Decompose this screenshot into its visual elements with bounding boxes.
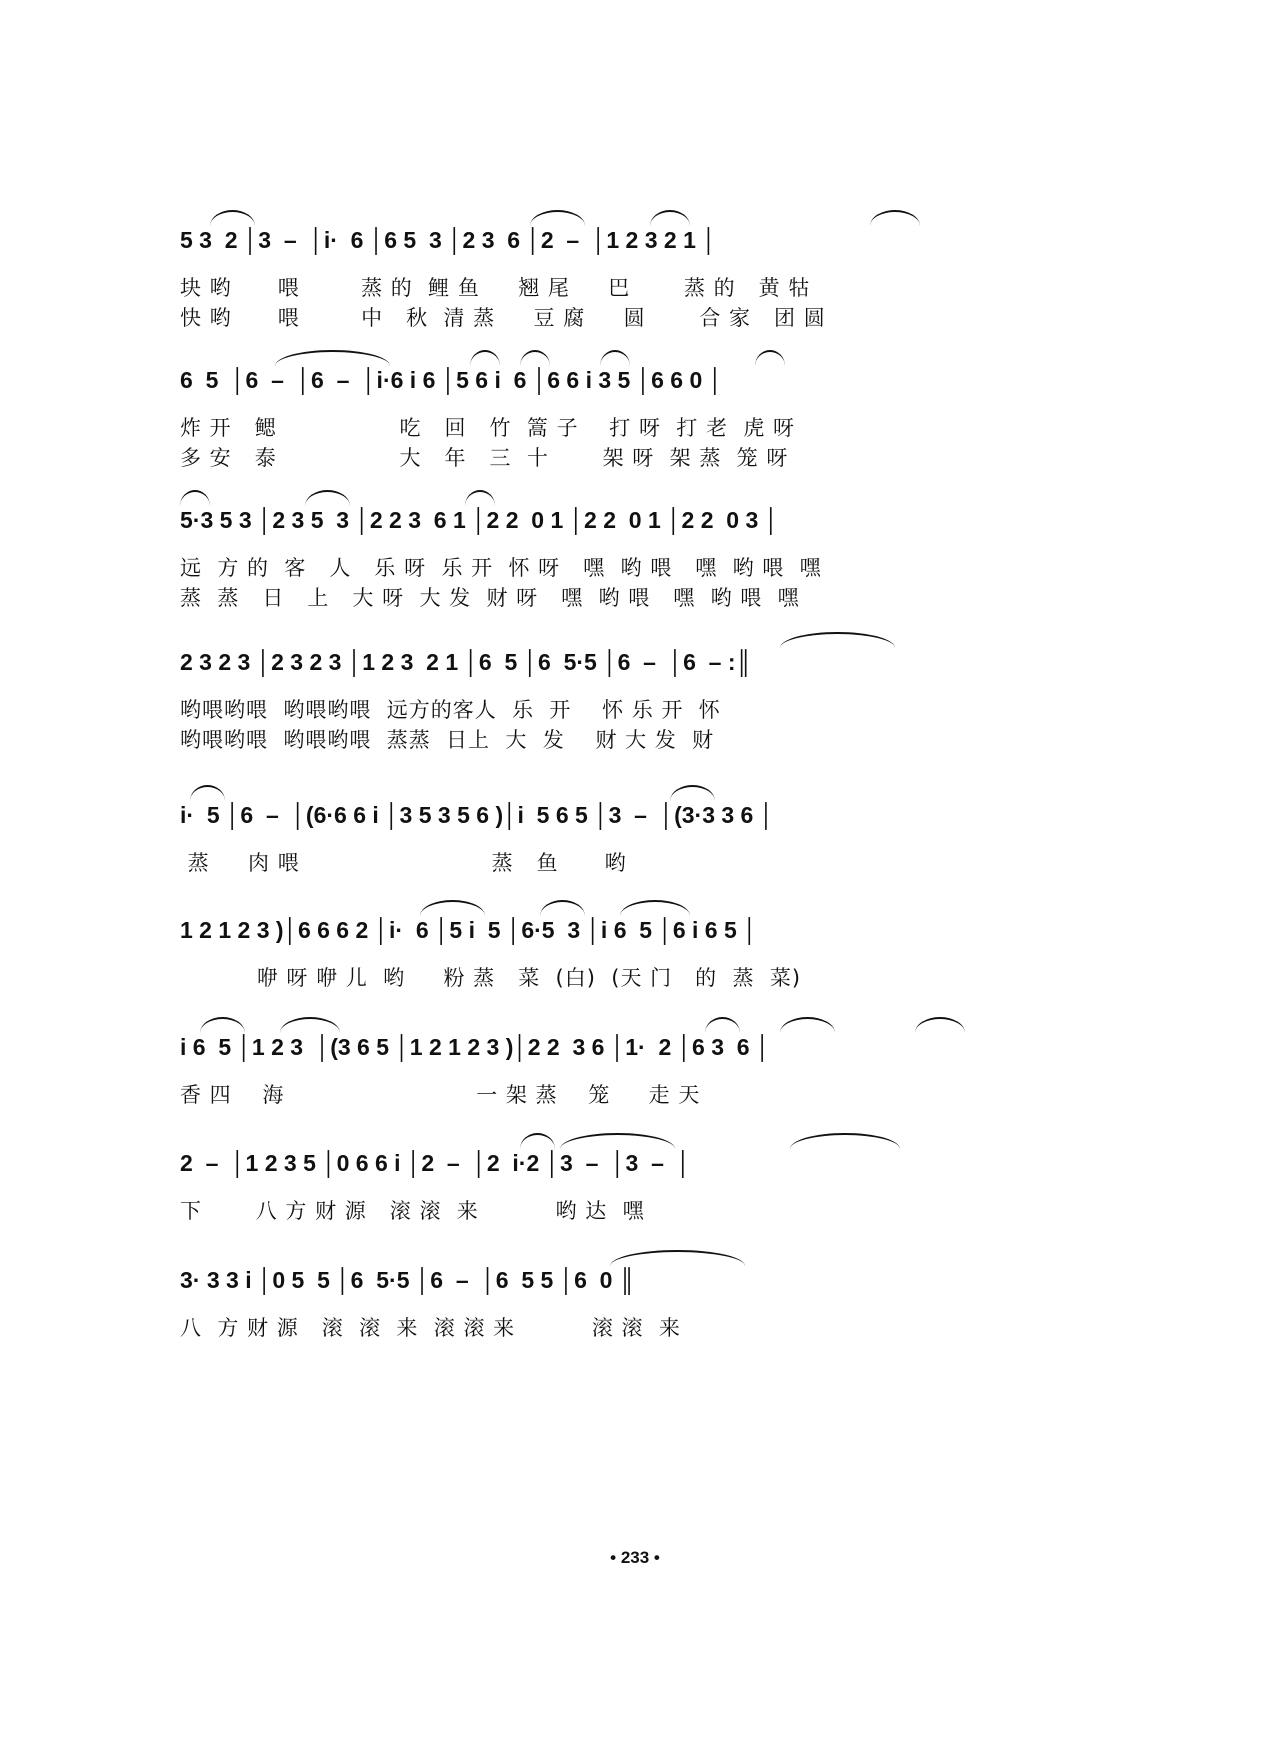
lyric-line-2: 快 哟 喂 中 秋 清 蒸 豆 腐 圆 合 家 团 圆 (180, 306, 826, 330)
notation-line: 3· 3 3 i │0 5 5 │6 5·5 │6 – │6 5 5 │6 0 ║ (180, 1267, 636, 1293)
lyric-line-2: 蒸 蒸 日 上 大 呀 大 发 财 呀 嘿 哟 喂 嘿 哟 喂 嘿 (180, 586, 800, 610)
lyric-line-2: 多 安 泰 大 年 三 十 架 呀 架 蒸 笼 呀 (180, 446, 789, 470)
lyric-line-1: 八 方 财 源 滚 滚 来 滚 滚 来 滚 滚 来 (180, 1316, 681, 1340)
notation-line: i· 5 │6 – │(6·6 6 i │3 5 3 5 6 )│i 5 6 5 │3 – │(3·3 3 6 │ (180, 802, 775, 828)
notation-line: 2 3 2 3 │2 3 2 3 │1 2 3 2 1 │6 5 │6 5·5 │6 – │6 – :║ (180, 649, 752, 675)
lyric-line-1: 香 四 海 一 架 蒸 笼 走 天 (180, 1083, 701, 1107)
lyric-line-1: 块 哟 喂 蒸 的 鲤 鱼 翘 尾 巴 蒸 的 黄 牯 (180, 276, 811, 300)
page-number: • 233 • (610, 1548, 660, 1567)
lyric-line-1: 哟喂哟喂 哟喂哟喂 远方的客人 乐 开 怀 乐 开 怀 (180, 698, 721, 722)
lyric-line-1: 炸 开 鳃 吃 回 竹 篙 子 打 呀 打 老 虎 呀 (180, 416, 796, 440)
lyric-line-1: 蒸 肉 喂 蒸 鱼 哟 (180, 851, 627, 875)
lyric-line-1: 远 方 的 客 人 乐 呀 乐 开 怀 呀 嘿 哟 喂 嘿 哟 喂 嘿 (180, 556, 822, 580)
notation-line: 5 3 2 │3 – │i· 6 │6 5 3 │2 3 6 │2 – │1 2 3 2 1 │ (180, 227, 717, 253)
lyric-line-1: 下 八 方 财 源 滚 滚 来 哟 达 嘿 (180, 1199, 645, 1223)
notation-line: 2 – │1 2 3 5 │0 6 6 i │2 – │2 i·2 │3 – │3 – │ (180, 1150, 692, 1176)
lyric-line-1: 咿 呀 咿 儿 哟 粉 蒸 菜 (白) (天 门 的 蒸 菜) (180, 966, 802, 990)
notation-line: 5·3 5 3 │2 3 5 3 │2 2 3 6 1 │2 2 0 1 │2 2 0 1 │2 2 0 3 │ (180, 507, 780, 533)
notation-line: 6 5 │6 – │6 – │i·6 i 6 │5 6 i 6 │6 6 i 3 5 │6 6 0 │ (180, 367, 724, 393)
lyric-line-2: 哟喂哟喂 哟喂哟喂 蒸蒸 日上 大 发 财 大 发 财 (180, 728, 715, 752)
notation-line: 1 2 1 2 3 )│6 6 6 2 │i· 6 │5 i 5 │6·5 3 │i 6 5 │6 i 6 5 │ (180, 917, 758, 943)
notation-line: i 6 5 │1 2 3 │(3 6 5 │1 2 1 2 3 )│2 2 3 6 │1· 2 │6 3 6 │ (180, 1034, 771, 1060)
